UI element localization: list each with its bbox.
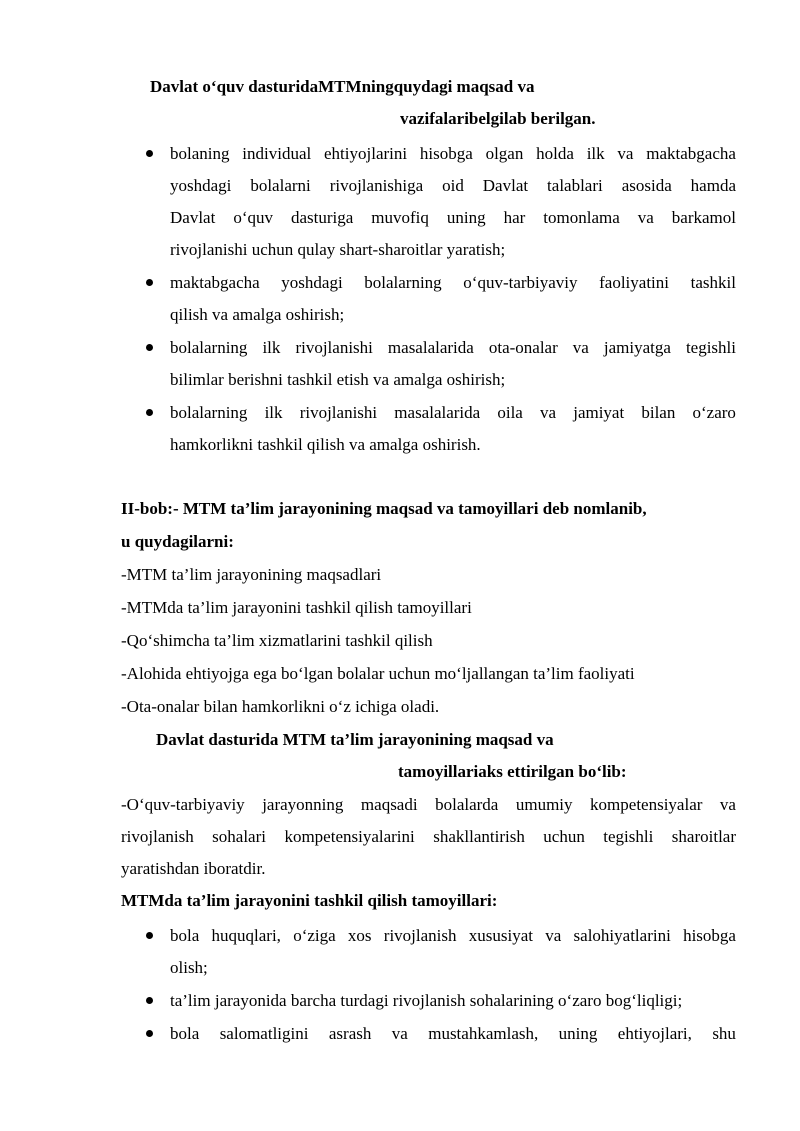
list2-item-2-line-1: ta’lim jarayonida barcha turdagi rivojlanish sohalarining o‘zaro bog‘liqligi; [170, 991, 683, 1010]
dash-item: -MTM ta’lim jarayonining maqsadlari [121, 565, 382, 584]
list2-item-1-line-1: bola huquqlari, o‘ziga xos rivojlanish xususiyat va salohiyatlarini hisobga [170, 926, 736, 945]
chapter-heading-line-1: II-bob:- MTM ta’lim jarayonining maqsad va tamoyillari deb nomlanib, [121, 499, 647, 518]
bullet-icon [146, 1030, 153, 1037]
paragraph-line-3: yaratishdan iboratdir. [121, 859, 266, 878]
list1-item-4-line-2: hamkorlikni tashkil qilish va amalga oshirish. [170, 435, 481, 454]
dash-item: -Ota-onalar bilan hamkorlikni o‘z ichiga oladi. [121, 697, 440, 716]
list1-item-1-line-1: bolaning individual ehtiyojlarini hisobga olgan holda ilk va maktabgacha [170, 144, 736, 163]
paragraph-line-2: rivojlanish sohalari kompetensiyalarini shakllantirish uchun tegishli sharoitlar [121, 827, 736, 846]
list1-item-1-line-3: Davlat o‘quv dasturiga muvofiq uning har tomonlama va barkamol [170, 208, 736, 227]
list2-item-3-line-1: bola salomatligini asrash va mustahkamlash, uning ehtiyojlari, shu [170, 1024, 736, 1043]
bullet-icon [146, 932, 153, 939]
heading-2-line-2: tamoyillariaks ettirilgan bo‘lib: [398, 762, 627, 781]
list1-item-3-line-1: bolalarning ilk rivojlanishi masalalarida ota-onalar va jamiyatga tegishli [170, 338, 736, 357]
bullet-icon [146, 997, 153, 1004]
list1-item-1-line-4: rivojlanishi uchun qulay shart-sharoitlar yaratish; [170, 240, 506, 259]
dash-item: -Qo‘shimcha ta’lim xizmatlarini tashkil qilish [121, 631, 433, 650]
dash-item: -Alohida ehtiyojga ega bo‘lgan bolalar uchun mo‘ljallangan ta’lim faoliyati [121, 664, 635, 683]
heading-3: MTMda ta’lim jarayonini tashkil qilish tamoyillari: [121, 891, 498, 910]
list1-item-1-line-2: yoshdagi bolalarni rivojlanishiga oid Davlat talablari asosida hamda [170, 176, 736, 195]
list1-item-3-line-2: bilimlar berishni tashkil etish va amalga oshirish; [170, 370, 506, 389]
bullet-icon [146, 344, 153, 351]
dash-item: -MTMda ta’lim jarayonini tashkil qilish tamoyillari [121, 598, 472, 617]
chapter-heading-line-2: u quydagilarni: [121, 532, 234, 551]
heading-1-line-1: Davlat o‘quv dasturidaMTMningquydagi maqsad va [150, 77, 535, 96]
list1-item-4-line-1: bolalarning ilk rivojlanishi masalalarida oila va jamiyat bilan o‘zaro [170, 403, 736, 422]
bullet-icon [146, 150, 153, 157]
bullet-icon [146, 409, 153, 416]
heading-2-line-1: Davlat dasturida MTM ta’lim jarayonining maqsad va [156, 730, 554, 749]
list1-item-2-line-2: qilish va amalga oshirish; [170, 305, 345, 324]
list2-item-1-line-2: olish; [170, 958, 208, 977]
paragraph-line-1: -O‘quv-tarbiyaviy jarayonning maqsadi bolalarda umumiy kompetensiyalar va [121, 795, 736, 814]
list1-item-2-line-1: maktabgacha yoshdagi bolalarning o‘quv-tarbiyaviy faoliyatini tashkil [170, 273, 736, 292]
heading-1-line-2: vazifalaribelgilab berilgan. [400, 109, 596, 128]
bullet-icon [146, 279, 153, 286]
